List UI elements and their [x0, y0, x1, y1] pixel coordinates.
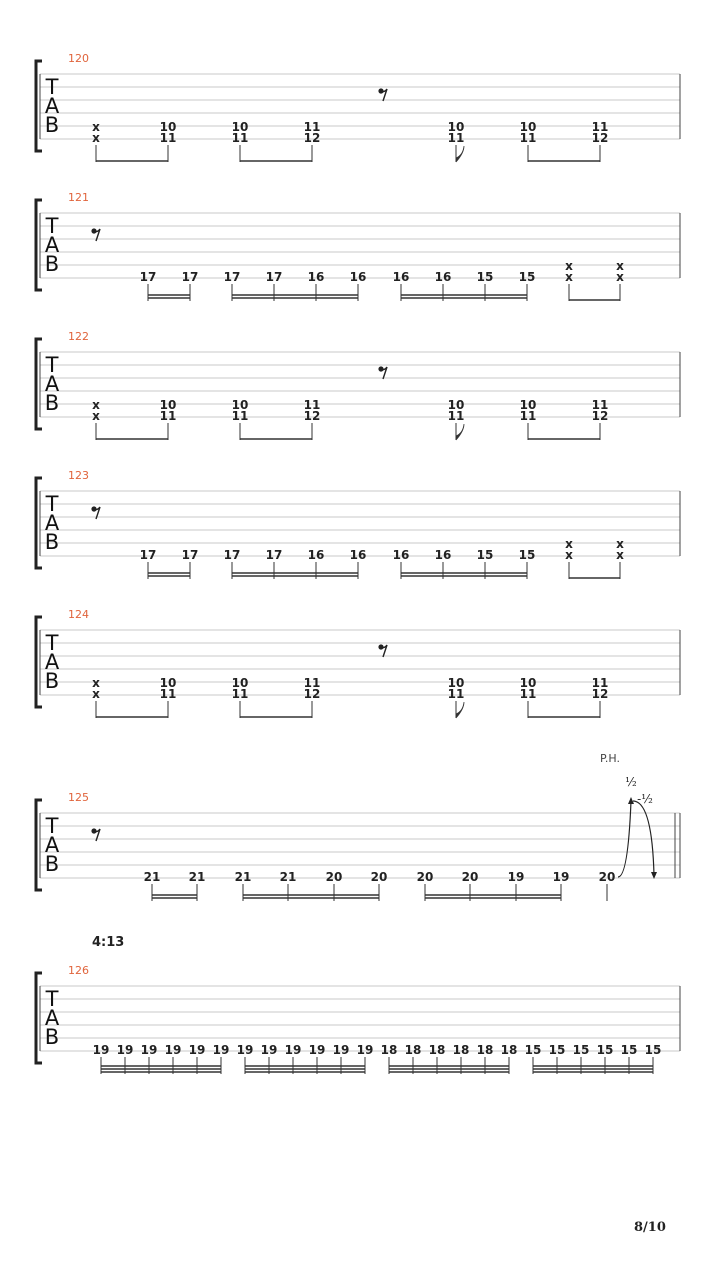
fret-number: 20	[325, 870, 343, 884]
fret-number: 10	[519, 398, 537, 412]
fret-number: 19	[116, 1043, 134, 1057]
measure-number: 125	[68, 791, 89, 804]
measure-number: 122	[68, 330, 89, 343]
fret-number: 19	[140, 1043, 158, 1057]
fret-number: 11	[303, 398, 321, 412]
fret-number: 12	[591, 687, 609, 701]
rest-dot	[91, 228, 96, 233]
bend-release-curve	[633, 801, 654, 875]
tab-clef-letter: T	[45, 631, 59, 655]
fret-number: x	[616, 537, 624, 551]
fret-number: 16	[434, 270, 452, 284]
fret-number: 16	[307, 548, 325, 562]
fret-number: x	[92, 676, 100, 690]
eighth-rest	[378, 366, 387, 379]
fret-number: 11	[231, 131, 249, 145]
fret-number: 10	[231, 676, 249, 690]
fret-number: 11	[519, 131, 537, 145]
fret-number: 15	[476, 548, 494, 562]
fret-number: 11	[591, 676, 609, 690]
tab-clef-letter: T	[45, 492, 59, 516]
fret-number: 10	[447, 676, 465, 690]
fret-number: 10	[159, 120, 177, 134]
rest-dot	[378, 644, 383, 649]
fret-number: x	[92, 120, 100, 134]
fret-number: 10	[159, 398, 177, 412]
tab-clef-letter: B	[44, 391, 60, 415]
note-flag	[456, 702, 464, 718]
fret-number: x	[565, 270, 573, 284]
fret-number: 15	[518, 270, 536, 284]
fret-number: 11	[447, 687, 465, 701]
fret-number: 18	[476, 1043, 494, 1057]
measure-number: 123	[68, 469, 89, 482]
fret-number: 19	[332, 1043, 350, 1057]
fret-number: 10	[231, 120, 249, 134]
tab-clef-letter: T	[45, 987, 59, 1011]
fret-number: x	[565, 548, 573, 562]
fret-number: x	[92, 687, 100, 701]
fret-number: x	[565, 537, 573, 551]
fret-number: 12	[303, 131, 321, 145]
fret-number: 11	[591, 120, 609, 134]
tab-clef-letter: B	[44, 1025, 60, 1049]
fret-number: 19	[507, 870, 525, 884]
fret-number: 10	[519, 676, 537, 690]
fret-number: 10	[447, 120, 465, 134]
fret-number: 16	[392, 270, 410, 284]
rest-dot	[91, 506, 96, 511]
fret-number: 17	[139, 548, 157, 562]
fret-number: 19	[92, 1043, 110, 1057]
fret-number: 11	[519, 409, 537, 423]
fret-number: 18	[404, 1043, 422, 1057]
tab-clef-letter: B	[44, 669, 60, 693]
fret-number: 11	[303, 120, 321, 134]
fret-number: 11	[447, 131, 465, 145]
bend-amount-label: ½	[625, 775, 637, 789]
fret-number: 15	[518, 548, 536, 562]
fret-number: x	[616, 259, 624, 273]
time-marker: 4:13	[92, 935, 125, 950]
tab-clef-letter: A	[44, 94, 60, 118]
fret-number: 20	[598, 870, 616, 884]
fret-number: 17	[223, 270, 241, 284]
fret-number: 21	[188, 870, 206, 884]
fret-number: 12	[591, 409, 609, 423]
fret-number: 11	[159, 131, 177, 145]
fret-number: 19	[552, 870, 570, 884]
pinch-harmonic-label: P.H.	[600, 752, 620, 765]
fret-number: 17	[265, 270, 283, 284]
fret-number: 10	[519, 120, 537, 134]
fret-number: 11	[231, 687, 249, 701]
tab-clef-letter: A	[44, 833, 60, 857]
fret-number: 19	[164, 1043, 182, 1057]
fret-number: 17	[223, 548, 241, 562]
tab-clef-letter: A	[44, 233, 60, 257]
tab-clef-letter: A	[44, 372, 60, 396]
tab-clef-letter: T	[45, 75, 59, 99]
bend-release-label: -½	[637, 792, 653, 806]
fret-number: 15	[620, 1043, 638, 1057]
fret-number: 12	[303, 409, 321, 423]
fret-number: 16	[307, 270, 325, 284]
fret-number: x	[92, 131, 100, 145]
fret-number: 10	[231, 398, 249, 412]
fret-number: 17	[139, 270, 157, 284]
eighth-rest	[378, 88, 387, 101]
fret-number: 16	[434, 548, 452, 562]
fret-number: 18	[428, 1043, 446, 1057]
fret-number: 21	[143, 870, 161, 884]
fret-number: 19	[236, 1043, 254, 1057]
note-flag	[456, 424, 464, 440]
fret-number: 19	[308, 1043, 326, 1057]
fret-number: 11	[447, 409, 465, 423]
fret-number: 11	[231, 409, 249, 423]
fret-number: 19	[356, 1043, 374, 1057]
fret-number: x	[92, 409, 100, 423]
fret-number: 19	[260, 1043, 278, 1057]
fret-number: 20	[461, 870, 479, 884]
fret-number: 15	[572, 1043, 590, 1057]
fret-number: 15	[548, 1043, 566, 1057]
fret-number: 11	[159, 409, 177, 423]
tab-clef-letter: T	[45, 353, 59, 377]
tab-clef-letter: B	[44, 852, 60, 876]
fret-number: 20	[370, 870, 388, 884]
fret-number: 16	[392, 548, 410, 562]
tab-clef-letter: A	[44, 511, 60, 535]
fret-number: 19	[188, 1043, 206, 1057]
eighth-rest	[378, 644, 387, 657]
fret-number: 19	[284, 1043, 302, 1057]
fret-number: 18	[380, 1043, 398, 1057]
tab-clef-letter: B	[44, 113, 60, 137]
note-flag	[456, 146, 464, 162]
fret-number: 18	[452, 1043, 470, 1057]
fret-number: 10	[447, 398, 465, 412]
measure-number: 126	[68, 964, 89, 977]
fret-number: 12	[303, 687, 321, 701]
fret-number: 11	[519, 687, 537, 701]
fret-number: 11	[303, 676, 321, 690]
fret-number: 15	[596, 1043, 614, 1057]
fret-number: 20	[416, 870, 434, 884]
fret-number: 17	[181, 270, 199, 284]
fret-number: 17	[181, 548, 199, 562]
fret-number: x	[565, 259, 573, 273]
tab-clef-letter: B	[44, 530, 60, 554]
tab-clef-letter: T	[45, 214, 59, 238]
fret-number: 21	[234, 870, 252, 884]
measure-number: 120	[68, 52, 89, 65]
fret-number: 15	[644, 1043, 662, 1057]
fret-number: 16	[349, 548, 367, 562]
fret-number: 16	[349, 270, 367, 284]
measure-number: 124	[68, 608, 89, 621]
tab-clef-letter: A	[44, 650, 60, 674]
fret-number: 10	[159, 676, 177, 690]
fret-number: 21	[279, 870, 297, 884]
fret-number: 15	[476, 270, 494, 284]
tab-clef-letter: T	[45, 814, 59, 838]
page-number: 8/10	[634, 1220, 666, 1235]
rest-dot	[91, 828, 96, 833]
rest-dot	[378, 88, 383, 93]
fret-number: 11	[591, 398, 609, 412]
rest-dot	[378, 366, 383, 371]
fret-number: 11	[159, 687, 177, 701]
fret-number: x	[616, 270, 624, 284]
fret-number: x	[92, 398, 100, 412]
fret-number: 15	[524, 1043, 542, 1057]
measure-number: 121	[68, 191, 89, 204]
tab-clef-letter: A	[44, 1006, 60, 1030]
fret-number: 19	[212, 1043, 230, 1057]
tab-clef-letter: B	[44, 252, 60, 276]
fret-number: 18	[500, 1043, 518, 1057]
fret-number: 12	[591, 131, 609, 145]
fret-number: 17	[265, 548, 283, 562]
fret-number: x	[616, 548, 624, 562]
